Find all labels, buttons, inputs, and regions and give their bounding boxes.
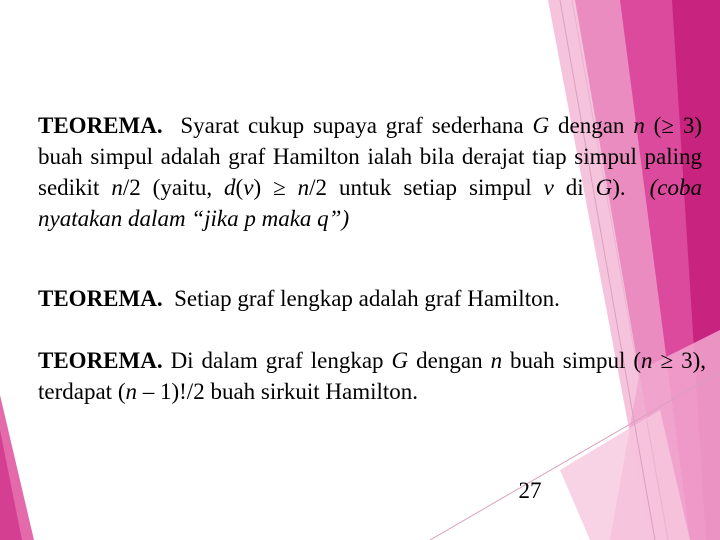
theorem-3-text: – 1)!/2 buah sirkuit Hamilton.	[136, 379, 419, 404]
theorem-1-note: (coba nyatakan dalam “jika p maka q”)	[38, 175, 702, 231]
var-g: G	[532, 113, 550, 138]
theorem-1-text: dengan	[549, 113, 634, 138]
var-n: n	[297, 175, 310, 200]
var-g: G	[391, 348, 409, 373]
theorem-1-text: (≥ 3) buah simpul adalah graf Hamilton ialah bila derajat tiap simpul paling sedikit	[38, 113, 702, 200]
theorem-2-text: Setiap graf lengkap adalah graf Hamilton.	[174, 286, 560, 311]
theorem-3-text: dengan	[408, 348, 491, 373]
theorem-1-text: /2 (yaitu,	[122, 175, 225, 200]
theorem-1-text: di	[553, 175, 596, 200]
var-v: v	[543, 175, 554, 200]
var-n: n	[641, 348, 653, 373]
var-n: n	[111, 175, 123, 200]
slide-number: 27	[518, 478, 542, 503]
theorem-1-text: ) ≥	[253, 175, 298, 200]
theorem-3-text: ≥ 3), terdapat (	[38, 348, 706, 404]
var-v: v	[243, 175, 254, 200]
theorem-1	[38, 110, 702, 234]
var-n: n	[490, 348, 503, 373]
theorem-2-heading: TEOREMA.	[38, 286, 163, 311]
theorem-1-text: ).	[612, 175, 626, 200]
theorem-1-text: Syarat cukup supaya graf sederhana	[180, 113, 533, 138]
theorem-3-heading: TEOREMA.	[38, 348, 163, 373]
theorem-1-text: /2 untuk setiap simpul	[309, 175, 544, 200]
theorem-2	[38, 283, 702, 314]
theorem-3-text: buah simpul (	[502, 348, 641, 373]
var-d: d	[224, 175, 236, 200]
var-n: n	[125, 379, 137, 404]
theorem-1-text: (	[235, 175, 244, 200]
var-g: G	[595, 175, 613, 200]
theorem-3-text: Di dalam graf lengkap	[162, 348, 392, 373]
theorem-1-heading: TEOREMA.	[38, 113, 163, 138]
var-n: n	[633, 113, 645, 138]
theorem-3	[38, 345, 706, 407]
